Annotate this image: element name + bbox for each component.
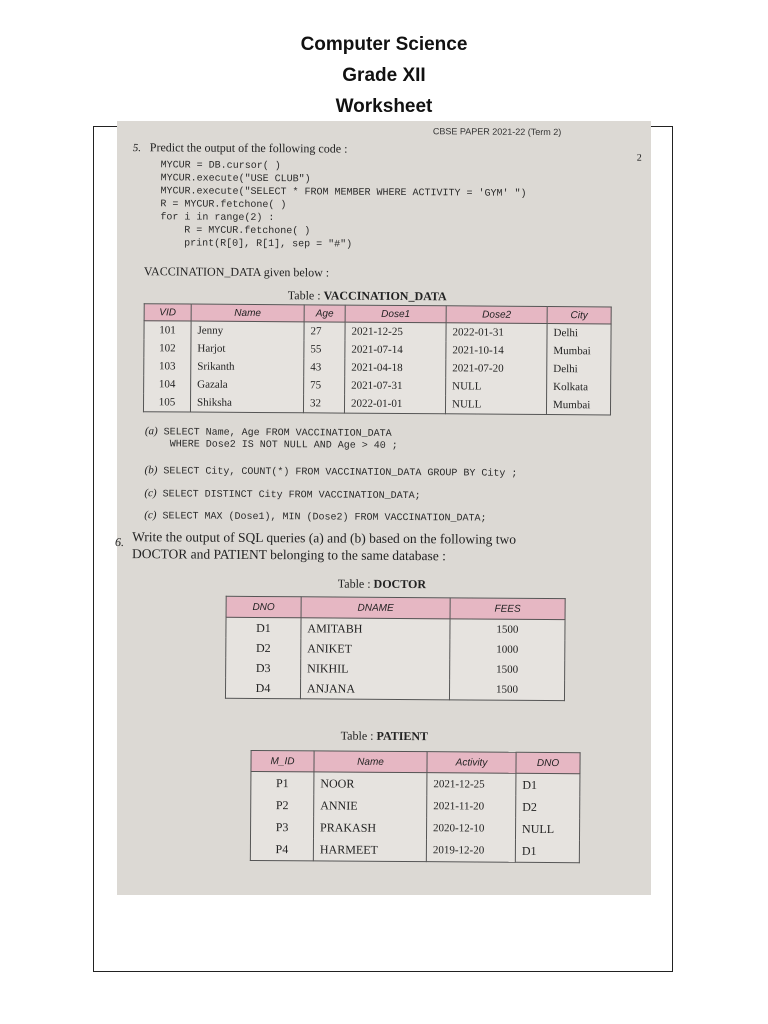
code-line: for i in range(2) :	[160, 212, 275, 225]
q6-line1: Write the output of SQL queries (a) and (b) based on the following two	[132, 529, 517, 547]
caption-prefix: Table :	[340, 728, 377, 743]
table-cell: 2021-12-25	[427, 773, 516, 796]
query-label: (c)	[144, 509, 157, 522]
table-row	[250, 838, 579, 863]
table-cell: 2019-12-20	[426, 839, 515, 862]
table-cell: 55	[304, 340, 345, 358]
query-label: (a)	[144, 425, 158, 438]
col-header: M_ID	[251, 750, 314, 771]
doctor-table-caption	[338, 577, 426, 593]
table-cell: P4	[250, 838, 313, 861]
query-c	[144, 483, 420, 503]
table-cell: D3	[226, 658, 301, 679]
table-cell: 2021-12-25	[345, 322, 446, 341]
query-b	[145, 460, 518, 481]
caption-name: DOCTOR	[373, 576, 427, 592]
table-cell: Jenny	[191, 321, 304, 340]
table-cell: Gazala	[191, 376, 304, 395]
table-cell: 2021-10-14	[446, 341, 547, 360]
code-line: MYCUR.execute("USE CLUB")	[160, 173, 311, 186]
table-row	[226, 617, 565, 640]
col-header: Age	[304, 305, 345, 322]
table-cell: 32	[303, 394, 344, 413]
col-header: Name	[314, 751, 427, 773]
doc-grade: Grade XII	[342, 65, 426, 86]
textbook-photo	[117, 121, 651, 895]
col-header: Dose1	[345, 305, 446, 323]
table-cell: D4	[225, 678, 300, 699]
table-row	[225, 678, 564, 701]
table-cell: HARMEET	[313, 838, 426, 861]
query-a-cont: WHERE Dose2 IS NOT NULL AND Age > 40 ;	[169, 439, 398, 452]
q6-line2: DOCTOR and PATIENT belonging to the same database :	[131, 546, 446, 564]
table-row	[250, 816, 579, 840]
table-row	[226, 638, 565, 660]
given-text: VACCINATION_DATA given below :	[143, 264, 330, 280]
table-cell: ANJANA	[300, 678, 449, 700]
table-cell: 1500	[450, 659, 565, 680]
table-cell: NIKHIL	[301, 658, 450, 679]
table-cell: 103	[144, 357, 191, 375]
table-cell: ANNIE	[314, 794, 427, 817]
caption-prefix: Table :	[287, 288, 324, 303]
table-cell: NULL	[445, 395, 546, 414]
table-cell: Shiksha	[190, 394, 303, 413]
col-header: Name	[191, 304, 304, 322]
table-cell: NOOR	[314, 772, 427, 795]
code-line: R = MYCUR.fetchone( )	[160, 225, 311, 238]
query-label: (c)	[144, 487, 157, 500]
col-header: City	[547, 307, 611, 324]
col-header: DNO	[516, 752, 580, 773]
vacc-table-caption	[288, 288, 447, 304]
table-cell: AMITABH	[301, 618, 450, 640]
table-cell: Delhi	[547, 324, 611, 343]
table-cell: 2021-11-20	[427, 795, 516, 818]
code-line: MYCUR = DB.cursor( )	[160, 160, 281, 173]
table-cell: P1	[251, 771, 314, 794]
q5-text: Predict the output of the following code :	[149, 140, 348, 156]
table-cell: Harjot	[191, 340, 304, 359]
query-d	[144, 505, 486, 525]
table-cell: 2021-04-18	[345, 359, 446, 378]
patient-table	[250, 750, 581, 863]
table-cell: 105	[143, 393, 190, 412]
q5-marks: 2	[636, 152, 642, 164]
table-cell: 2022-01-31	[446, 323, 547, 342]
caption-name: VACCINATION_DATA	[323, 288, 447, 304]
doctor-table	[225, 596, 566, 701]
doc-title: Computer Science	[300, 34, 468, 55]
table-cell: 2020-12-10	[426, 817, 515, 840]
table-cell: NULL	[446, 377, 547, 396]
q5-number: 5.	[132, 142, 142, 155]
doc-subtitle: Worksheet	[335, 96, 433, 117]
col-header: Activity	[427, 752, 516, 774]
table-cell: 1500	[450, 619, 565, 640]
vaccination-table	[143, 303, 612, 415]
code-line: R = MYCUR.fetchone( )	[160, 199, 287, 212]
table-row	[143, 393, 610, 415]
table-cell: D2	[516, 796, 580, 818]
table-cell: Delhi	[547, 360, 611, 378]
caption-prefix: Table :	[337, 576, 374, 591]
query-label: (b)	[144, 464, 158, 477]
table-cell: 1500	[449, 679, 564, 700]
col-header: Dose2	[446, 306, 547, 324]
query-text: SELECT MAX (Dose1), MIN (Dose2) FROM VACCINATION_DATA;	[162, 511, 487, 525]
table-cell: NULL	[515, 818, 579, 840]
table-cell: Mumbai	[547, 342, 611, 360]
table-cell: 2021-07-14	[345, 341, 446, 360]
patient-table-caption	[341, 729, 428, 745]
caption-name: PATIENT	[376, 728, 429, 744]
q6-number: 6.	[115, 534, 125, 550]
table-cell: P3	[250, 816, 313, 838]
table-cell: D2	[226, 638, 301, 659]
query-text: SELECT DISTINCT City FROM VACCINATION_DATA;	[162, 489, 421, 503]
table-cell: 43	[304, 358, 345, 376]
table-row	[251, 794, 580, 818]
table-cell: D1	[226, 617, 301, 638]
table-cell: D1	[516, 773, 580, 796]
col-header: VID	[144, 304, 191, 321]
table-cell: 104	[144, 375, 191, 393]
table-cell: 2021-07-31	[345, 377, 446, 396]
table-row	[251, 771, 580, 796]
query-text: SELECT Name, Age FROM VACCINATION_DATA	[163, 427, 392, 440]
table-cell: 1000	[450, 639, 565, 660]
table-row	[226, 658, 565, 680]
paper-reference: CBSE PAPER 2021-22 (Term 2)	[432, 126, 562, 138]
table-cell: P2	[251, 794, 314, 816]
query-a	[145, 421, 392, 441]
table-cell: 101	[144, 321, 191, 340]
table-cell: 27	[304, 322, 345, 341]
table-cell: 2021-07-20	[446, 359, 547, 378]
table-cell: Mumbai	[546, 396, 610, 415]
table-cell: 2022-01-01	[344, 395, 445, 414]
table-cell: ANIKET	[301, 638, 450, 659]
table-cell: 75	[304, 376, 345, 394]
col-header: DNAME	[301, 597, 450, 619]
table-cell: PRAKASH	[313, 816, 426, 839]
table-cell: D1	[515, 840, 579, 863]
col-header: FEES	[450, 598, 565, 620]
query-text: SELECT City, COUNT(*) FROM VACCINATION_DATA GROUP BY City ;	[163, 466, 518, 480]
table-cell: Kolkata	[547, 378, 611, 396]
table-cell: Srikanth	[191, 358, 304, 377]
code-line: MYCUR.execute("SELECT * FROM MEMBER WHERE ACTIVITY = 'GYM' ")	[160, 186, 527, 200]
code-line: print(R[0], R[1], sep = "#")	[160, 238, 353, 251]
col-header: DNO	[226, 596, 301, 618]
table-cell: 102	[144, 339, 191, 357]
